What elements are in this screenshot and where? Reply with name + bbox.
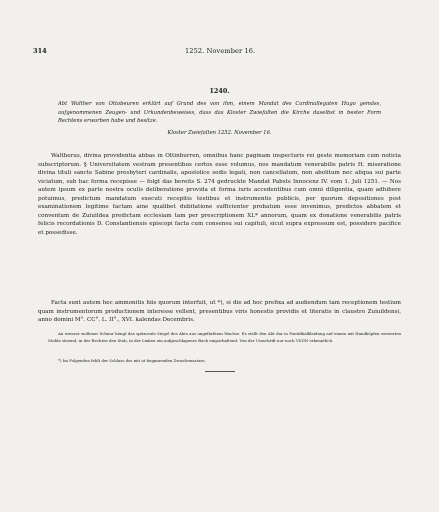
charter-paragraph-1: Waltherus, divina providentia abbas in Ottinburren, omnibus hanc paginam inspecturis rei geste memoriam cum noticia subscriptorum. § Universitatem vestram presentibus certos esse volumus, nos mandatum venerabilis patris H. miseratione divina tituli sancte Sabine presbyteri cardinalis, apostolice sedis legati, non cancellatum, non abolitum nec aliqua sui parte viciatum, sub hac forma recepisse — folgt das bereits S. 274 gedruckte Mandat Pabsts Innocenz IV. vom 1. Juli 1251. — Nos autem ipsum ex parte nostra oculis deliberatione provida et forma iuris accedentibus cum omni diligentia, quam adhibere potuimus, predictum mandatum executi recepitis testibus et instrumentis publicis, per quorum depositiones post examinationem legitime factam aine qualibet dubitatione sufficienter probatum esse invenimus, predictos abbatem et conventum de Zuiuildea predictam ecclesiam tam per prescriptionem XL* annorum, quam ex donatione venerabilis patris felicis recordationis D. Constantiensis episcopi facta cum consensu sui capituli, sicut supra expressum est, possidere pacifice et possedisse.	[38, 153, 401, 236]
charter-paragraph-2: Facta sunt autem hec ammonitis hiis quorum interfuit, ut *), si die ad hoc prefixa ad audiendum tam receptionem testium quam instrumentorum productionem interesse vellent, presentibus viris honestis providis et literatis in claustro Zuiuildensi, anno domini M°. CC°. L. II°., XVI. kalendas Decembris.	[38, 300, 401, 324]
page-number: 314	[33, 47, 47, 55]
running-head: 1252. November 16.	[185, 47, 256, 55]
divider-rule	[205, 371, 235, 372]
document-dating: Kloster Zwiefalten 1252. November 16.	[167, 130, 272, 136]
document-summary: Abt Walther von Ottobeuren erklärt auf Grund des von ihm, einem Mandat des Cardinallegaten Hugo gemäss, aufgenommenen Zeugen- und Urkundenbeweises, dass das Kloster Zwiefalten die Kirche daselbst in bester Form Rechtens erworben habe und besitze.	[58, 101, 381, 124]
footnote: *) Im Folgenden fehlt der Schluss des mit ut beginnenden Zwischensatzes.	[58, 358, 206, 363]
seal-note: An weisser wollener Schnur hängt das spitzovale Siegel des Abts aus ungefärbtem Wachse. Es stellt den Abt dar in Pontifikalkleidung auf einem mit Handköpfen verzierten Stuhle sitzend, in der Rechten den Stab, in der Linken ein aufgeschlagenes Buch emporhaltend. Von der Umschrift nur noch VIGIN erkenntlich.	[48, 331, 401, 343]
document-number: 1240.	[209, 87, 230, 95]
